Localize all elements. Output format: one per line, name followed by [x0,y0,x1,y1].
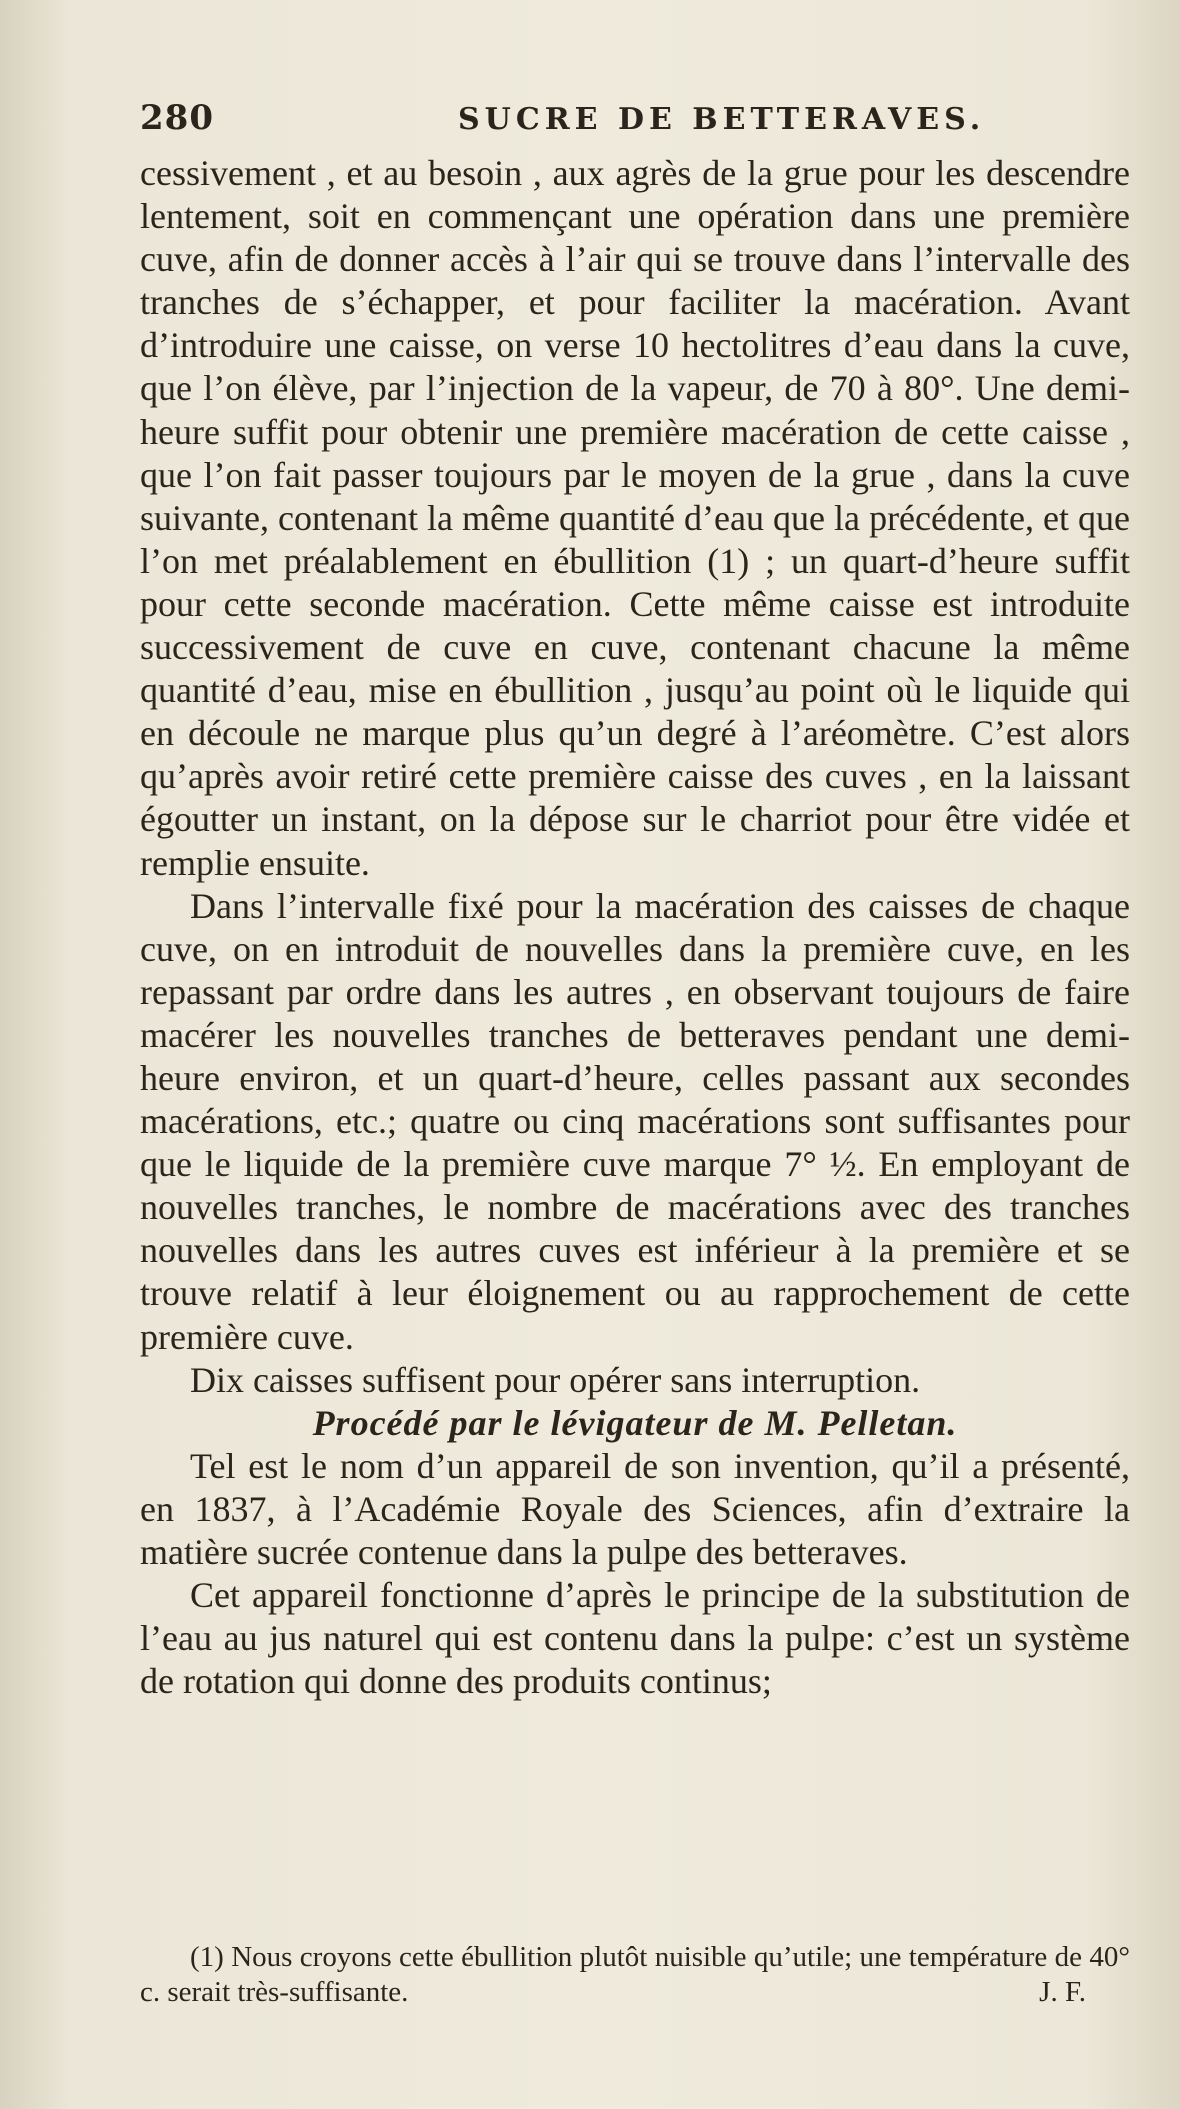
footnote [140,1940,1130,2010]
paragraph-3: Dix caisses suffisent pour opérer sans interruption. [190,1359,921,1400]
footnote-author: J. F. [1039,1976,1086,2008]
page-header [140,98,1130,138]
section-heading: Procédé par le lévigateur de M. Pelletan. [312,1402,958,1443]
body-text [140,152,1130,1703]
running-head: SUCRE DE BETTERAVES. [458,102,986,137]
page-number: 280 [140,98,214,138]
footnote-text: (1) Nous croyons cette ébullition plutôt nuisible qu’utile; une température de 40° c. serait très-suffisante. [140,1941,1130,2008]
paragraph-4: Tel est le nom d’un appareil de son invention, qu’il a présenté, en 1837, à l’Académie Royale des Sciences, afin d’extraire la matière sucrée contenue dans la pulpe des betteraves. [140,1445,1130,1572]
paragraph-5: Cet appareil fonctionne d’après le principe de la substitution de l’eau au jus naturel qui est contenu dans la pulpe: c’est un système de rotation qui donne des produits continus; [140,1575,1130,1702]
paragraph-2: Dans l’intervalle fixé pour la macération des caisses de chaque cuve, on en introduit de nouvelles dans la première cuve, en les repassant par ordre dans les autres , en observant toujours de faire macérer les nouvelles tranches de betteraves pendant une demi-heure environ, et un quart-d’heure, celles passant aux secondes macérations, etc.; quatre ou cinq macérations sont suffisantes pour que le liquide de la première cuve marque 7° ½. En employant de nouvelles tranches, le nombre de macérations avec des tranches nouvelles dans les autres cuves est inférieur à la première et se trouve relatif à leur éloignement ou au rapprochement de cette première cuve. [140,885,1130,1357]
paragraph-1: cessivement , et au besoin , aux agrès de la grue pour les descendre lentement, soit en commençant une opération dans une première cuve, afin de donner accès à l’air qui se trouve dans l’intervalle des tranches de s’échapper, et pour faciliter la macération. Avant d’introduire une caisse, on verse 10 hectolitres d’eau dans la cuve, que l’on élève, par l’injection de la vapeur, de 70 à 80°. Une demi-heure suffit pour obtenir une première macération de cette caisse , que l’on fait passer toujours par le moyen de la grue , dans la cuve suivante, contenant la même quantité d’eau que la précédente, et que l’on met préalablement en ébullition (1) ; un quart-d’heure suffit pour cette seconde macération. Cette même caisse est introduite successivement de cuve en cuve, contenant chacune la même quantité d’eau, mise en ébullition , jusqu’au point où le liquide qui en découle ne marque plus qu’un degré à l’aréomètre. C’est alors qu’après avoir retiré cette première caisse des cuves , en la laissant égoutter un instant, on la dépose sur le charriot pour être vidée et remplie ensuite. [140,153,1130,883]
